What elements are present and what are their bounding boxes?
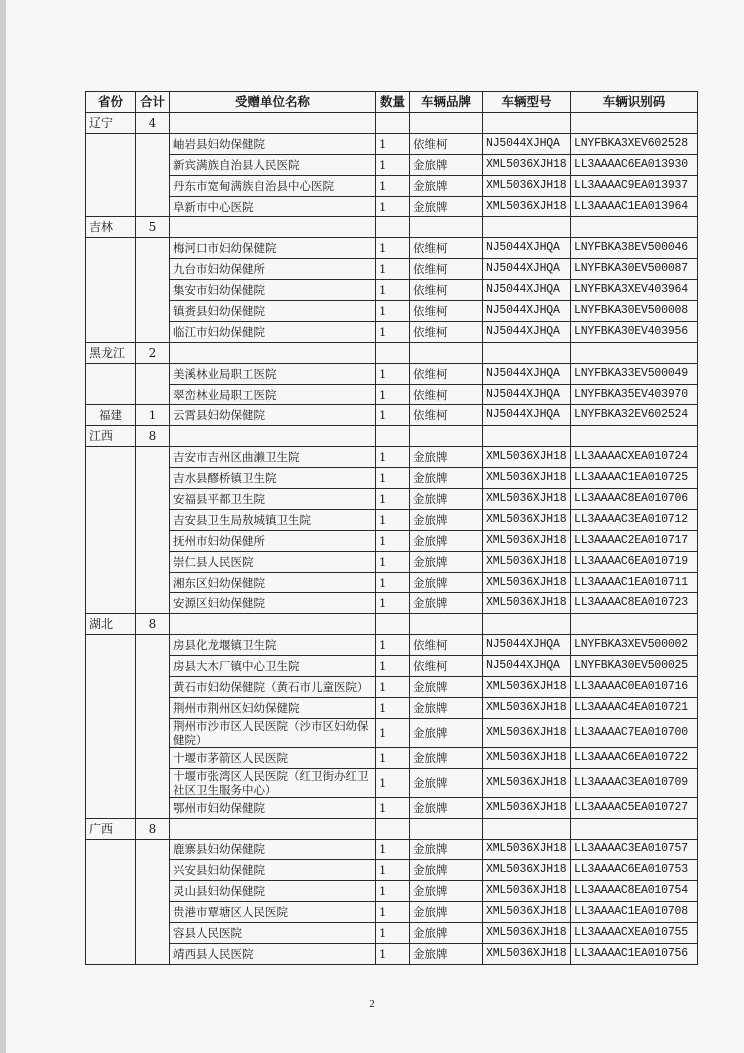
empty-cell bbox=[170, 818, 376, 839]
table-row bbox=[86, 321, 698, 342]
header-total: 合计 bbox=[136, 92, 170, 113]
vin-cell: LNYFBKA3XEV500002 bbox=[571, 635, 698, 656]
quantity-cell: 1 bbox=[376, 902, 410, 923]
recipient-cell: 荆州市荆州区妇幼保健院 bbox=[170, 697, 376, 718]
table-row bbox=[86, 280, 698, 301]
table-row bbox=[86, 839, 698, 860]
empty-cell bbox=[376, 818, 410, 839]
recipient-cell: 翠峦林业局职工医院 bbox=[170, 384, 376, 405]
vin-cell: LL3AAAAC8EA010754 bbox=[571, 881, 698, 902]
quantity-cell: 1 bbox=[376, 509, 410, 530]
quantity-cell: 1 bbox=[376, 656, 410, 677]
province-row bbox=[86, 614, 698, 635]
table-row bbox=[86, 509, 698, 530]
model-cell: NJ5044XJHQA bbox=[483, 635, 571, 656]
table-row bbox=[86, 301, 698, 322]
empty-cell bbox=[410, 342, 483, 363]
vin-cell: LL3AAAACXEA010724 bbox=[571, 447, 698, 468]
model-cell: XML5036XJH18 bbox=[483, 530, 571, 551]
table-row bbox=[86, 259, 698, 280]
recipient-cell: 崇仁县人民医院 bbox=[170, 551, 376, 572]
brand-cell: 依维柯 bbox=[410, 635, 483, 656]
brand-cell: 依维柯 bbox=[410, 321, 483, 342]
quantity-cell: 1 bbox=[376, 468, 410, 489]
recipient-cell: 荆州市沙市区人民医院（沙市区妇幼保健院） bbox=[170, 718, 376, 747]
model-cell: XML5036XJH18 bbox=[483, 718, 571, 747]
brand-cell: 金旅牌 bbox=[410, 530, 483, 551]
province-cell: 吉林 bbox=[86, 217, 136, 238]
brand-cell: 金旅牌 bbox=[410, 468, 483, 489]
table-body bbox=[86, 113, 698, 965]
empty-cell bbox=[410, 113, 483, 134]
model-cell: XML5036XJH18 bbox=[483, 860, 571, 881]
quantity-cell: 1 bbox=[376, 133, 410, 154]
table-row bbox=[86, 489, 698, 510]
province-span-cell bbox=[86, 238, 136, 342]
model-cell: NJ5044XJHQA bbox=[483, 280, 571, 301]
table-row bbox=[86, 923, 698, 944]
brand-cell: 依维柯 bbox=[410, 405, 483, 426]
model-cell: NJ5044XJHQA bbox=[483, 301, 571, 322]
vin-cell: LNYFBKA30EV500008 bbox=[571, 301, 698, 322]
table-row bbox=[86, 697, 698, 718]
table-row bbox=[86, 881, 698, 902]
header-model: 车辆型号 bbox=[483, 92, 571, 113]
province-cell: 黑龙江 bbox=[86, 342, 136, 363]
brand-cell: 金旅牌 bbox=[410, 768, 483, 797]
brand-cell: 依维柯 bbox=[410, 363, 483, 384]
quantity-cell: 1 bbox=[376, 384, 410, 405]
vin-cell: LL3AAAAC2EA010717 bbox=[571, 530, 698, 551]
brand-cell: 金旅牌 bbox=[410, 196, 483, 217]
empty-cell bbox=[170, 614, 376, 635]
vin-cell: LL3AAAAC1EA010725 bbox=[571, 468, 698, 489]
recipient-cell: 黄石市妇幼保健院（黄石市儿童医院） bbox=[170, 677, 376, 698]
recipient-cell: 安福县平都卫生院 bbox=[170, 489, 376, 510]
quantity-cell: 1 bbox=[376, 572, 410, 593]
vin-cell: LNYFBKA38EV500046 bbox=[571, 238, 698, 259]
total-span-cell bbox=[136, 447, 170, 614]
recipient-cell: 阜新市中心医院 bbox=[170, 196, 376, 217]
total-cell: 8 bbox=[136, 426, 170, 447]
table-row bbox=[86, 384, 698, 405]
total-cell: 8 bbox=[136, 614, 170, 635]
quantity-cell: 1 bbox=[376, 943, 410, 964]
table-row bbox=[86, 718, 698, 747]
brand-cell: 金旅牌 bbox=[410, 175, 483, 196]
brand-cell: 依维柯 bbox=[410, 238, 483, 259]
vin-cell: LL3AAAAC3EA010712 bbox=[571, 509, 698, 530]
table-row bbox=[86, 747, 698, 768]
empty-cell bbox=[410, 217, 483, 238]
empty-cell bbox=[376, 426, 410, 447]
vin-cell: LL3AAAAC9EA013937 bbox=[571, 175, 698, 196]
quantity-cell: 1 bbox=[376, 593, 410, 614]
brand-cell: 金旅牌 bbox=[410, 551, 483, 572]
empty-cell bbox=[170, 426, 376, 447]
recipient-cell: 梅河口市妇幼保健院 bbox=[170, 238, 376, 259]
table-row bbox=[86, 238, 698, 259]
recipient-cell: 吉安市吉州区曲濑卫生院 bbox=[170, 447, 376, 468]
model-cell: NJ5044XJHQA bbox=[483, 656, 571, 677]
empty-cell bbox=[170, 342, 376, 363]
total-cell: 4 bbox=[136, 113, 170, 134]
table-row bbox=[86, 530, 698, 551]
model-cell: NJ5044XJHQA bbox=[483, 133, 571, 154]
quantity-cell: 1 bbox=[376, 489, 410, 510]
recipient-cell: 灵山县妇幼保健院 bbox=[170, 881, 376, 902]
province-span-cell bbox=[86, 133, 136, 217]
vin-cell: LNYFBKA30EV403956 bbox=[571, 321, 698, 342]
table-row bbox=[86, 656, 698, 677]
recipient-cell: 鹿寨县妇幼保健院 bbox=[170, 839, 376, 860]
model-cell: XML5036XJH18 bbox=[483, 902, 571, 923]
brand-cell: 依维柯 bbox=[410, 301, 483, 322]
model-cell: NJ5044XJHQA bbox=[483, 384, 571, 405]
quantity-cell: 1 bbox=[376, 175, 410, 196]
empty-cell bbox=[376, 217, 410, 238]
empty-cell bbox=[483, 342, 571, 363]
model-cell: XML5036XJH18 bbox=[483, 677, 571, 698]
province-cell: 湖北 bbox=[86, 614, 136, 635]
brand-cell: 金旅牌 bbox=[410, 902, 483, 923]
vin-cell: LL3AAAAC6EA010719 bbox=[571, 551, 698, 572]
model-cell: XML5036XJH18 bbox=[483, 697, 571, 718]
vin-cell: LL3AAAAC1EA010756 bbox=[571, 943, 698, 964]
recipient-cell: 兴安县妇幼保健院 bbox=[170, 860, 376, 881]
model-cell: NJ5044XJHQA bbox=[483, 321, 571, 342]
province-span-cell bbox=[86, 363, 136, 405]
province-cell: 辽宁 bbox=[86, 113, 136, 134]
brand-cell: 金旅牌 bbox=[410, 697, 483, 718]
total-span-cell bbox=[136, 238, 170, 342]
brand-cell: 金旅牌 bbox=[410, 489, 483, 510]
recipient-cell: 抚州市妇幼保健所 bbox=[170, 530, 376, 551]
province-row bbox=[86, 217, 698, 238]
empty-cell bbox=[376, 614, 410, 635]
model-cell: XML5036XJH18 bbox=[483, 881, 571, 902]
model-cell: XML5036XJH18 bbox=[483, 797, 571, 818]
table-row bbox=[86, 154, 698, 175]
quantity-cell: 1 bbox=[376, 839, 410, 860]
empty-cell bbox=[571, 113, 698, 134]
table-row bbox=[86, 635, 698, 656]
table-row bbox=[86, 175, 698, 196]
recipient-cell: 容县人民医院 bbox=[170, 923, 376, 944]
recipient-cell: 十堰市茅箭区人民医院 bbox=[170, 747, 376, 768]
empty-cell bbox=[410, 614, 483, 635]
recipient-cell: 丹东市宽甸满族自治县中心医院 bbox=[170, 175, 376, 196]
model-cell: NJ5044XJHQA bbox=[483, 259, 571, 280]
table-row bbox=[86, 677, 698, 698]
brand-cell: 金旅牌 bbox=[410, 154, 483, 175]
model-cell: XML5036XJH18 bbox=[483, 839, 571, 860]
recipient-cell: 集安市妇幼保健院 bbox=[170, 280, 376, 301]
model-cell: XML5036XJH18 bbox=[483, 175, 571, 196]
model-cell: XML5036XJH18 bbox=[483, 943, 571, 964]
brand-cell: 依维柯 bbox=[410, 259, 483, 280]
vin-cell: LL3AAAAC6EA013930 bbox=[571, 154, 698, 175]
brand-cell: 金旅牌 bbox=[410, 797, 483, 818]
total-span-cell bbox=[136, 635, 170, 818]
table-row bbox=[86, 943, 698, 964]
quantity-cell: 1 bbox=[376, 259, 410, 280]
empty-cell bbox=[170, 113, 376, 134]
empty-cell bbox=[571, 818, 698, 839]
vin-cell: LL3AAAAC5EA010727 bbox=[571, 797, 698, 818]
province-cell: 江西 bbox=[86, 426, 136, 447]
quantity-cell: 1 bbox=[376, 881, 410, 902]
vin-cell: LNYFBKA30EV500025 bbox=[571, 656, 698, 677]
quantity-cell: 1 bbox=[376, 363, 410, 384]
province-row bbox=[86, 342, 698, 363]
quantity-cell: 1 bbox=[376, 797, 410, 818]
header-brand: 车辆品牌 bbox=[410, 92, 483, 113]
province-row bbox=[86, 113, 698, 134]
quantity-cell: 1 bbox=[376, 447, 410, 468]
header-quantity: 数量 bbox=[376, 92, 410, 113]
recipient-cell: 九台市妇幼保健所 bbox=[170, 259, 376, 280]
total-cell: 5 bbox=[136, 217, 170, 238]
recipient-cell: 贵港市覃塘区人民医院 bbox=[170, 902, 376, 923]
table-row bbox=[86, 902, 698, 923]
vin-cell: LL3AAAAC1EA010711 bbox=[571, 572, 698, 593]
brand-cell: 金旅牌 bbox=[410, 881, 483, 902]
vin-cell: LL3AAAAC3EA010757 bbox=[571, 839, 698, 860]
province-row bbox=[86, 818, 698, 839]
vin-cell: LL3AAAAC8EA010706 bbox=[571, 489, 698, 510]
recipient-cell: 安源区妇幼保健院 bbox=[170, 593, 376, 614]
quantity-cell: 1 bbox=[376, 635, 410, 656]
recipient-cell: 吉安县卫生局敖城镇卫生院 bbox=[170, 509, 376, 530]
empty-cell bbox=[376, 342, 410, 363]
table-row bbox=[86, 768, 698, 797]
vin-cell: LL3AAAAC7EA010700 bbox=[571, 718, 698, 747]
scan-edge bbox=[0, 0, 6, 1053]
quantity-cell: 1 bbox=[376, 238, 410, 259]
empty-cell bbox=[571, 342, 698, 363]
total-cell: 1 bbox=[136, 405, 170, 426]
total-cell: 8 bbox=[136, 818, 170, 839]
header-province: 省份 bbox=[86, 92, 136, 113]
recipient-cell: 云霄县妇幼保健院 bbox=[170, 405, 376, 426]
model-cell: XML5036XJH18 bbox=[483, 509, 571, 530]
empty-cell bbox=[571, 217, 698, 238]
model-cell: XML5036XJH18 bbox=[483, 923, 571, 944]
table-row bbox=[86, 468, 698, 489]
empty-cell bbox=[376, 113, 410, 134]
brand-cell: 金旅牌 bbox=[410, 747, 483, 768]
model-cell: XML5036XJH18 bbox=[483, 154, 571, 175]
province-span-cell bbox=[86, 839, 136, 964]
model-cell: XML5036XJH18 bbox=[483, 196, 571, 217]
recipient-cell: 新宾满族自治县人民医院 bbox=[170, 154, 376, 175]
table-row bbox=[86, 196, 698, 217]
model-cell: XML5036XJH18 bbox=[483, 468, 571, 489]
brand-cell: 金旅牌 bbox=[410, 677, 483, 698]
vehicle-donation-table bbox=[85, 91, 698, 965]
empty-cell bbox=[483, 818, 571, 839]
total-span-cell bbox=[136, 363, 170, 405]
vin-cell: LNYFBKA3XEV602528 bbox=[571, 133, 698, 154]
quantity-cell: 1 bbox=[376, 697, 410, 718]
vin-cell: LNYFBKA33EV500049 bbox=[571, 363, 698, 384]
quantity-cell: 1 bbox=[376, 551, 410, 572]
model-cell: NJ5044XJHQA bbox=[483, 363, 571, 384]
province-row bbox=[86, 426, 698, 447]
recipient-cell: 临江市妇幼保健院 bbox=[170, 321, 376, 342]
quantity-cell: 1 bbox=[376, 718, 410, 747]
empty-cell bbox=[410, 818, 483, 839]
quantity-cell: 1 bbox=[376, 768, 410, 797]
empty-cell bbox=[170, 217, 376, 238]
total-cell: 2 bbox=[136, 342, 170, 363]
table-row bbox=[86, 133, 698, 154]
table-row bbox=[86, 797, 698, 818]
vin-cell: LL3AAAAC3EA010709 bbox=[571, 768, 698, 797]
empty-cell bbox=[483, 426, 571, 447]
recipient-cell: 美溪林业局职工医院 bbox=[170, 363, 376, 384]
model-cell: NJ5044XJHQA bbox=[483, 405, 571, 426]
brand-cell: 金旅牌 bbox=[410, 509, 483, 530]
recipient-cell: 靖西县人民医院 bbox=[170, 943, 376, 964]
total-span-cell bbox=[136, 133, 170, 217]
vin-cell: LL3AAAAC6EA010722 bbox=[571, 747, 698, 768]
quantity-cell: 1 bbox=[376, 677, 410, 698]
brand-cell: 金旅牌 bbox=[410, 923, 483, 944]
brand-cell: 金旅牌 bbox=[410, 860, 483, 881]
brand-cell: 金旅牌 bbox=[410, 572, 483, 593]
model-cell: XML5036XJH18 bbox=[483, 572, 571, 593]
brand-cell: 依维柯 bbox=[410, 133, 483, 154]
header-row bbox=[86, 92, 698, 113]
vin-cell: LL3AAAAC8EA010723 bbox=[571, 593, 698, 614]
province-span-cell bbox=[86, 447, 136, 614]
brand-cell: 依维柯 bbox=[410, 656, 483, 677]
quantity-cell: 1 bbox=[376, 923, 410, 944]
table-row bbox=[86, 572, 698, 593]
brand-cell: 依维柯 bbox=[410, 280, 483, 301]
brand-cell: 依维柯 bbox=[410, 384, 483, 405]
quantity-cell: 1 bbox=[376, 196, 410, 217]
model-cell: XML5036XJH18 bbox=[483, 489, 571, 510]
model-cell: XML5036XJH18 bbox=[483, 551, 571, 572]
recipient-cell: 鄂州市妇幼保健院 bbox=[170, 797, 376, 818]
brand-cell: 金旅牌 bbox=[410, 447, 483, 468]
empty-cell bbox=[410, 426, 483, 447]
quantity-cell: 1 bbox=[376, 405, 410, 426]
province-cell: 福建 bbox=[86, 405, 136, 426]
vin-cell: LL3AAAAC6EA010753 bbox=[571, 860, 698, 881]
model-cell: NJ5044XJHQA bbox=[483, 238, 571, 259]
province-cell: 广西 bbox=[86, 818, 136, 839]
recipient-cell: 岫岩县妇幼保健院 bbox=[170, 133, 376, 154]
recipient-cell: 吉水县醪桥镇卫生院 bbox=[170, 468, 376, 489]
quantity-cell: 1 bbox=[376, 154, 410, 175]
model-cell: XML5036XJH18 bbox=[483, 593, 571, 614]
table-row bbox=[86, 551, 698, 572]
vin-cell: LNYFBKA3XEV403964 bbox=[571, 280, 698, 301]
vin-cell: LL3AAAAC0EA010716 bbox=[571, 677, 698, 698]
recipient-cell: 湘东区妇幼保健院 bbox=[170, 572, 376, 593]
brand-cell: 金旅牌 bbox=[410, 718, 483, 747]
total-span-cell bbox=[136, 839, 170, 964]
vin-cell: LL3AAAAC4EA010721 bbox=[571, 697, 698, 718]
model-cell: XML5036XJH18 bbox=[483, 747, 571, 768]
empty-cell bbox=[483, 217, 571, 238]
header-recipient: 受赠单位名称 bbox=[170, 92, 376, 113]
empty-cell bbox=[483, 614, 571, 635]
vin-cell: LL3AAAAC1EA010708 bbox=[571, 902, 698, 923]
vin-cell: LNYFBKA32EV602524 bbox=[571, 405, 698, 426]
vin-cell: LL3AAAACXEA010755 bbox=[571, 923, 698, 944]
quantity-cell: 1 bbox=[376, 860, 410, 881]
vin-cell: LNYFBKA35EV403970 bbox=[571, 384, 698, 405]
empty-cell bbox=[571, 426, 698, 447]
vin-cell: LNYFBKA30EV500087 bbox=[571, 259, 698, 280]
table-row bbox=[86, 405, 698, 426]
brand-cell: 金旅牌 bbox=[410, 943, 483, 964]
brand-cell: 金旅牌 bbox=[410, 593, 483, 614]
empty-cell bbox=[483, 113, 571, 134]
quantity-cell: 1 bbox=[376, 530, 410, 551]
quantity-cell: 1 bbox=[376, 280, 410, 301]
page-number: 2 bbox=[369, 998, 375, 1010]
quantity-cell: 1 bbox=[376, 321, 410, 342]
vin-cell: LL3AAAAC1EA013964 bbox=[571, 196, 698, 217]
model-cell: XML5036XJH18 bbox=[483, 768, 571, 797]
table-row bbox=[86, 363, 698, 384]
table-row bbox=[86, 860, 698, 881]
model-cell: XML5036XJH18 bbox=[483, 447, 571, 468]
quantity-cell: 1 bbox=[376, 301, 410, 322]
brand-cell: 金旅牌 bbox=[410, 839, 483, 860]
table-row bbox=[86, 447, 698, 468]
recipient-cell: 十堰市张湾区人民医院（红卫街办红卫社区卫生服务中心） bbox=[170, 768, 376, 797]
quantity-cell: 1 bbox=[376, 747, 410, 768]
header-vin: 车辆识别码 bbox=[571, 92, 698, 113]
province-span-cell bbox=[86, 635, 136, 818]
table-row bbox=[86, 593, 698, 614]
recipient-cell: 房县化龙堰镇卫生院 bbox=[170, 635, 376, 656]
recipient-cell: 镇赉县妇幼保健院 bbox=[170, 301, 376, 322]
recipient-cell: 房县大木厂镇中心卫生院 bbox=[170, 656, 376, 677]
empty-cell bbox=[571, 614, 698, 635]
